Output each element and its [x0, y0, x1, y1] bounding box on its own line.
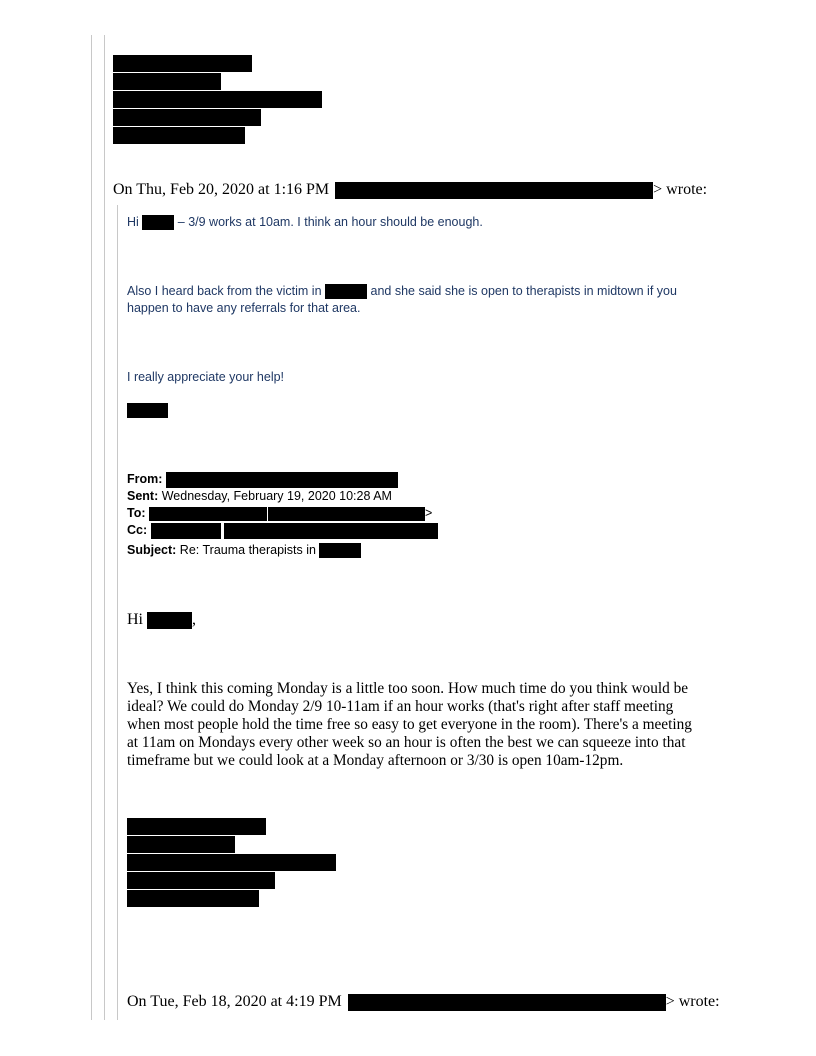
- redaction-bar: [224, 523, 438, 539]
- redaction-bar: [113, 73, 221, 90]
- email-header-subject: [127, 542, 361, 559]
- quote-header-wrote: > wrote:: [665, 993, 720, 1010]
- redaction-bar: [149, 507, 267, 521]
- redaction-bar: [127, 854, 336, 871]
- reply-text: – 3/9 works at 10am. I think an hour should be enough.: [177, 215, 483, 229]
- redaction-bar: [325, 284, 367, 299]
- from-label: From:: [127, 472, 163, 486]
- subject-label: Subject:: [127, 543, 177, 557]
- email-header-sent: [127, 488, 392, 505]
- redaction-bar: [113, 109, 261, 126]
- message-greeting: [127, 610, 196, 630]
- redaction-bar: [127, 836, 235, 853]
- redaction-bar: [113, 55, 252, 72]
- quote-border-nested: [117, 205, 118, 1020]
- body-line: ideal? We could do Monday 2/9 10-11am if an hour works (that's right after staff meeting: [127, 698, 674, 715]
- greeting-text: Hi: [127, 215, 139, 229]
- quote-header: [127, 992, 720, 1012]
- redaction-bar: [127, 818, 266, 835]
- body-line: Yes, I think this coming Monday is a little too soon. How much time do you think would be: [127, 680, 689, 697]
- reply-line-1: [127, 214, 483, 231]
- quote-border-outer: [91, 35, 92, 1020]
- redaction-bar: [335, 182, 653, 199]
- quote-header-date: On Thu, Feb 20, 2020 at 1:16 PM: [113, 181, 330, 198]
- reply-text: Also I heard back from the victim in: [127, 284, 322, 298]
- greeting-comma: ,: [192, 611, 196, 628]
- greeting-text: Hi: [127, 611, 143, 628]
- quote-border-inner: [104, 35, 105, 1020]
- subject-value: Re: Trauma therapists in: [179, 543, 316, 557]
- reply-paragraph-2: [127, 283, 677, 300]
- redaction-bar: [268, 507, 425, 521]
- email-header-to: [127, 505, 432, 522]
- redaction-bar: [127, 403, 168, 418]
- redaction-bar: [166, 472, 398, 488]
- redaction-bar: [113, 127, 245, 144]
- reply-thanks: I really appreciate your help!: [127, 370, 285, 384]
- body-line: at 11am on Mondays every other week so an hour is often the best we can squeeze into that: [127, 734, 686, 751]
- quote-header-date: On Tue, Feb 18, 2020 at 4:19 PM: [127, 993, 342, 1010]
- redaction-bar: [127, 890, 259, 907]
- to-suffix: >: [425, 506, 433, 520]
- redaction-bar: [151, 523, 221, 539]
- quote-header: [113, 180, 707, 200]
- email-header-from: [127, 471, 398, 488]
- to-label: To:: [127, 506, 146, 520]
- body-line: timeframe but we could look at a Monday afternoon or 3/30 is open 10am-12pm.: [127, 752, 624, 769]
- quote-header-wrote: > wrote:: [653, 181, 708, 198]
- cc-label: Cc:: [127, 523, 148, 537]
- email-header-cc: [127, 522, 438, 539]
- redaction-bar: [142, 215, 174, 230]
- redaction-bar: [348, 994, 666, 1011]
- redaction-bar: [147, 612, 192, 629]
- redaction-bar: [319, 543, 361, 558]
- redaction-bar: [113, 91, 322, 108]
- body-line: when most people hold the time free so easy to get everyone in the room). There's a meeting: [127, 716, 692, 733]
- redaction-bar: [127, 872, 275, 889]
- reply-text: and she said she is open to therapists in midtown if you: [370, 284, 677, 298]
- message-body: [127, 680, 692, 770]
- sent-label: Sent:: [127, 489, 159, 503]
- reply-paragraph-2-line-2: happen to have any referrals for that area.: [127, 301, 361, 315]
- sent-value: Wednesday, February 19, 2020 10:28 AM: [161, 489, 392, 503]
